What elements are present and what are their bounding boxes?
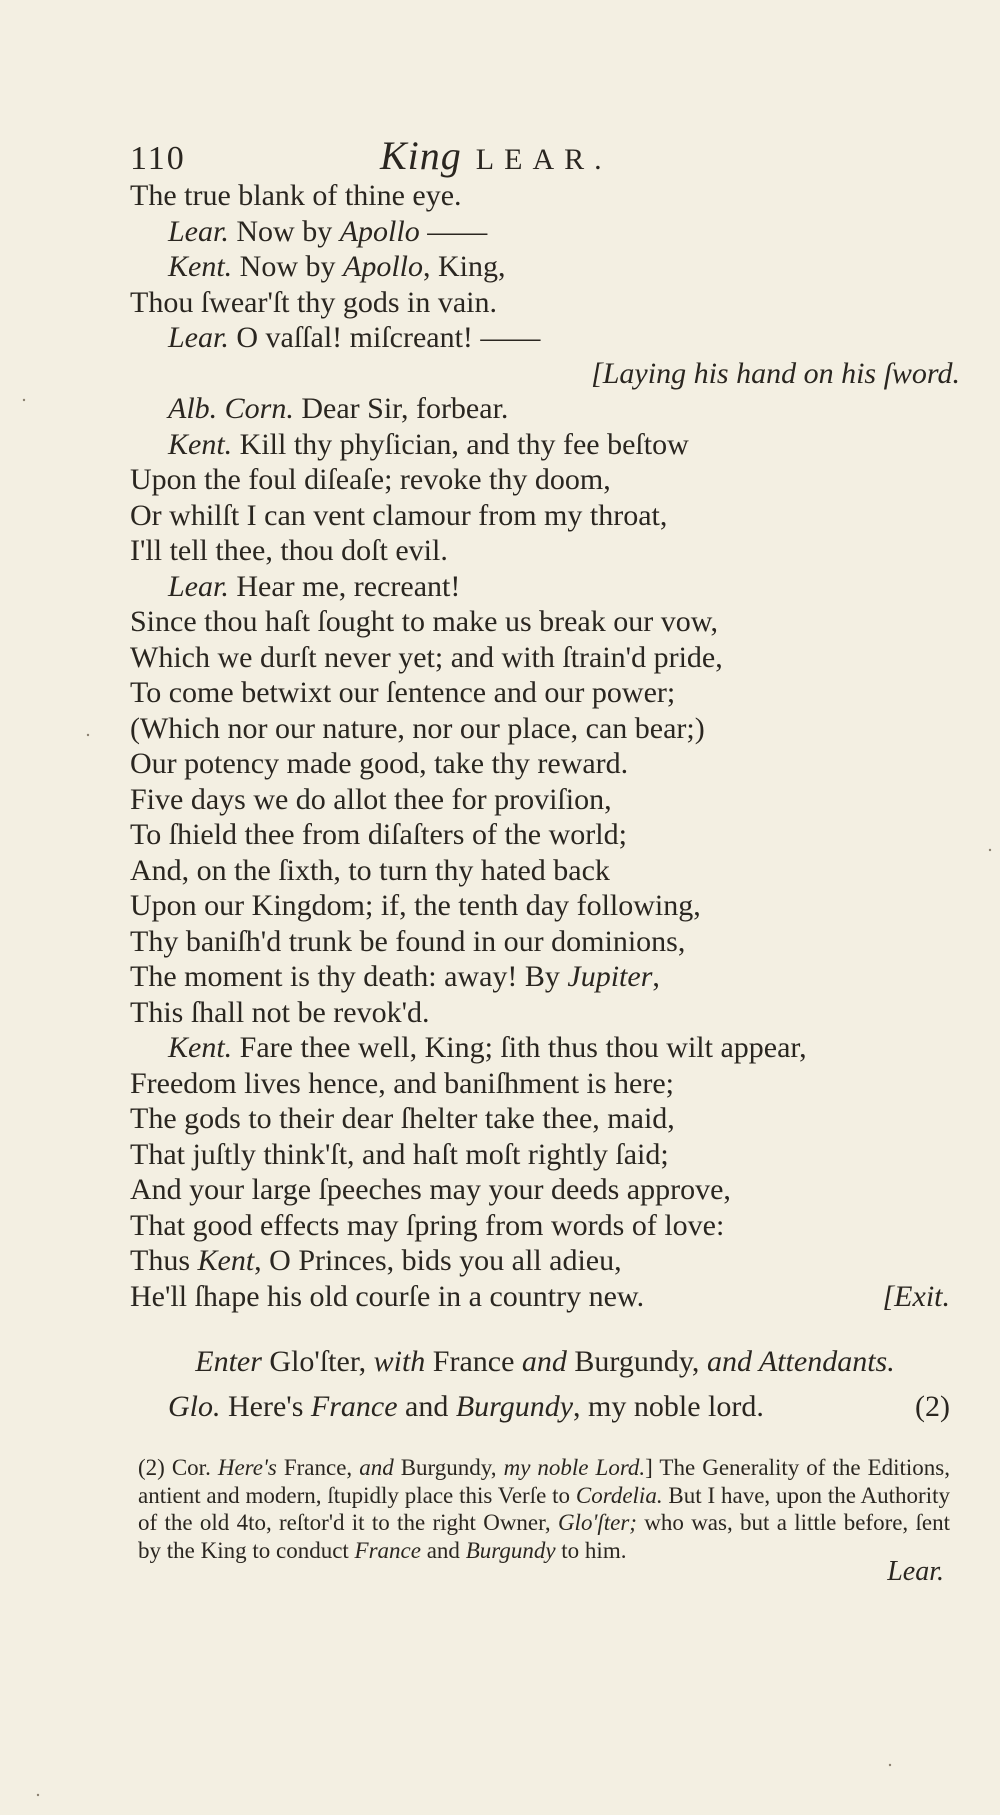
- running-title: [380, 132, 612, 179]
- speaker-name: Lear.: [168, 569, 229, 603]
- verse-line: Thus Kent, O Princes, bids you all adieu,: [130, 1244, 622, 1277]
- speaker-name: Lear.: [168, 214, 229, 248]
- verse-line: And your large ſpeeches may your deeds approve,: [130, 1173, 731, 1206]
- catchword: Lear.: [887, 1556, 944, 1587]
- verse-line: Lear. Now by Apollo ——: [168, 214, 488, 248]
- verse-line: Since thou haſt ſought to make us break our vow,: [130, 605, 718, 638]
- verse-line: Freedom lives hence, and baniſhment is here;: [130, 1066, 674, 1100]
- verse-line: Upon the foul diſeaſe; revoke thy doom,: [130, 463, 611, 496]
- verse-line: Thou ſwear'ſt thy gods in vain.: [130, 285, 498, 319]
- play-text: [130, 178, 960, 1586]
- verse-line: This ſhall not be revok'd.: [130, 995, 430, 1029]
- verse-line: That juſtly think'ſt, and haſt moſt rightly ſaid;: [130, 1137, 669, 1171]
- exit-direction: [Exit.: [882, 1279, 950, 1313]
- speaker-name: Kent.: [168, 250, 233, 283]
- verse-line: He'll ſhape his old courſe in a country new. [Exit.: [130, 1279, 950, 1313]
- page-number: 110: [130, 140, 186, 177]
- footnote-reference: (2): [915, 1390, 950, 1423]
- running-title-first: King: [380, 133, 462, 178]
- verse-line: Thy baniſh'd trunk be found in our dominions,: [130, 924, 686, 958]
- verse-line: Or whilſt I can vent clamour from my throat,: [130, 498, 668, 532]
- verse-line: Upon our Kingdom; if, the tenth day following,: [130, 889, 701, 922]
- verse-line: (Which nor our nature, nor our place, can bear;): [130, 711, 705, 745]
- speaker-name: Kent.: [168, 427, 233, 461]
- verse-line: And, on the ſixth, to turn thy hated back: [130, 853, 610, 887]
- speaker-name: Glo.: [168, 1390, 221, 1423]
- verse-line: Five days we do allot thee for proviſion,: [130, 782, 612, 816]
- verse-line: Alb. Corn. Dear Sir, forbear.: [168, 392, 509, 425]
- verse-lines: [130, 178, 960, 1314]
- verse-line: Kent. Fare thee well, King; ſith thus thou wilt appear,: [168, 1031, 807, 1064]
- running-title-second: LEAR.: [475, 143, 612, 176]
- verse-line: Kent. Now by Apollo, King,: [168, 250, 506, 283]
- verse-line: The gods to their dear ſhelter take thee, maid,: [130, 1102, 675, 1135]
- verse-line: To ſhield thee from diſaſters of the world;: [130, 818, 627, 851]
- speaker-name: Kent.: [168, 1031, 233, 1064]
- speaker-name: Alb. Corn.: [168, 392, 294, 425]
- verse-line: The true blank of thine eye.: [130, 179, 462, 212]
- footnote: (2) Cor. Here's France, and Burgundy, my noble Lord.] The Generality of the Editions, antient and modern, ſtupidly place this Verſe to Cordelia. But I have, upon the Authority of the old 4to, reſtor'd it to the right Owner, Glo'ſter; who was, but a little before, ſent by the King to conduct France and Burgundy to him. Lear.: [138, 1455, 950, 1587]
- verse-line: [Laying his hand on his ſword.: [591, 356, 960, 390]
- verse-line: To come betwixt our ſentence and our power;: [130, 676, 676, 709]
- glo-speech-line: Glo. Here's France and Burgundy, my noble lord. (2): [130, 1388, 960, 1426]
- verse-line: That good effects may ſpring from words of love:: [130, 1208, 725, 1242]
- verse-line: Lear. Hear me, recreant!: [168, 569, 461, 603]
- verse-line: The moment is thy death: away! By Jupiter,: [130, 960, 660, 993]
- verse-line: Our potency made good, take thy reward.: [130, 747, 629, 780]
- stage-direction: Enter Glo'ſter, with France and Burgundy, and Attendants.: [195, 1345, 895, 1378]
- running-header: [130, 132, 960, 182]
- verse-line: I'll tell thee, thou doſt evil.: [130, 534, 448, 567]
- verse-line: Which we durſt never yet; and with ſtrain'd pride,: [130, 640, 723, 674]
- verse-line: Lear. O vaſſal! miſcreant! ——: [168, 321, 541, 354]
- speaker-name: Lear.: [168, 321, 229, 354]
- verse-line: Kent. Kill thy phyſician, and thy fee beſtow: [168, 427, 689, 461]
